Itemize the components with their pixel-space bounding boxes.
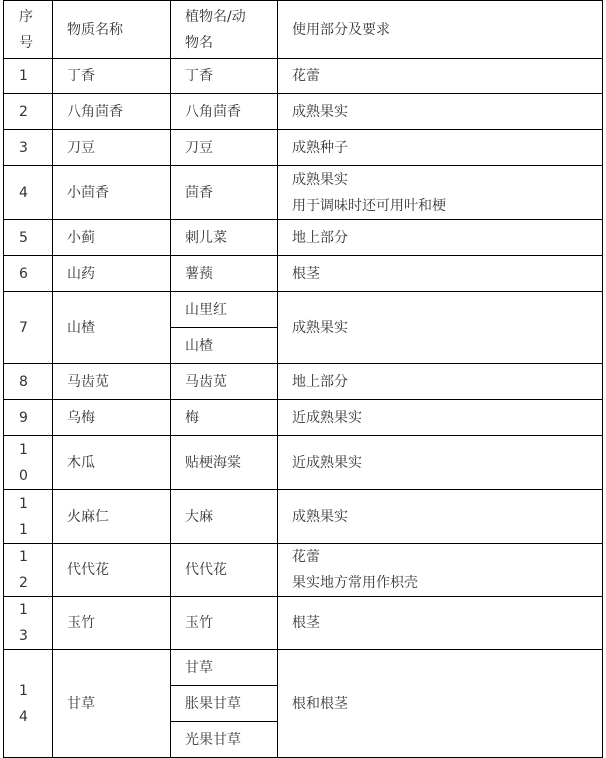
substance-name: 小蓟 (53, 220, 171, 256)
substance-name: 小茴香 (53, 166, 171, 220)
part-requirement: 成熟果实 (278, 94, 603, 130)
source-name: 大麻 (171, 490, 278, 544)
substance-name: 刀豆 (53, 130, 171, 166)
source-name: 山里红 (171, 292, 278, 328)
table-row (4, 436, 603, 490)
substance-name: 代代花 (53, 544, 171, 597)
substance-name: 甘草 (53, 650, 171, 758)
source-name: 刺儿菜 (171, 220, 278, 256)
part-requirement: 成熟种子 (278, 130, 603, 166)
substance-name: 山药 (53, 256, 171, 292)
part-requirement: 花蕾 (278, 59, 603, 94)
table-row (4, 292, 603, 328)
row-number: 6 (4, 256, 53, 292)
part-requirement: 成熟果实 用于调味时还可用叶和梗 (278, 166, 603, 220)
source-name: 甘草 (171, 650, 278, 686)
source-name: 薯蓣 (171, 256, 278, 292)
table-row (4, 400, 603, 436)
header-source: 植物名/动 物名 (171, 1, 278, 59)
table-row (4, 650, 603, 686)
source-name: 丁香 (171, 59, 278, 94)
part-requirement: 近成熟果实 (278, 400, 603, 436)
part-requirement: 近成熟果实 (278, 436, 603, 490)
part-requirement: 成熟果实 (278, 292, 603, 364)
table-row (4, 130, 603, 166)
row-number: 1 (4, 59, 53, 94)
table-row (4, 544, 603, 597)
source-name: 胀果甘草 (171, 686, 278, 722)
substance-name: 丁香 (53, 59, 171, 94)
substance-name: 乌梅 (53, 400, 171, 436)
substance-table (3, 0, 603, 758)
source-name: 八角茴香 (171, 94, 278, 130)
source-name: 刀豆 (171, 130, 278, 166)
part-requirement: 花蕾 果实地方常用作枳壳 (278, 544, 603, 597)
row-number: 2 (4, 94, 53, 130)
row-number: 4 (4, 166, 53, 220)
row-number: 1 2 (4, 544, 53, 597)
source-name: 玉竹 (171, 597, 278, 650)
part-requirement: 地上部分 (278, 364, 603, 400)
row-number: 8 (4, 364, 53, 400)
row-number: 7 (4, 292, 53, 364)
part-requirement: 根和根茎 (278, 650, 603, 758)
table-row (4, 490, 603, 544)
row-number: 1 3 (4, 597, 53, 650)
row-number: 5 (4, 220, 53, 256)
table-row (4, 256, 603, 292)
source-name: 山楂 (171, 328, 278, 364)
row-number: 3 (4, 130, 53, 166)
source-name: 茴香 (171, 166, 278, 220)
substance-name: 马齿苋 (53, 364, 171, 400)
source-name: 贴梗海棠 (171, 436, 278, 490)
header-row (4, 1, 603, 59)
substance-name: 火麻仁 (53, 490, 171, 544)
substance-name: 八角茴香 (53, 94, 171, 130)
substance-name: 玉竹 (53, 597, 171, 650)
row-number: 1 1 (4, 490, 53, 544)
part-requirement: 根茎 (278, 597, 603, 650)
source-name: 梅 (171, 400, 278, 436)
table-row (4, 220, 603, 256)
row-number: 1 4 (4, 650, 53, 758)
header-no: 序 号 (4, 1, 53, 59)
part-requirement: 成熟果实 (278, 490, 603, 544)
row-number: 1 0 (4, 436, 53, 490)
header-part: 使用部分及要求 (278, 1, 603, 59)
source-name: 马齿苋 (171, 364, 278, 400)
substance-name: 山楂 (53, 292, 171, 364)
header-name: 物质名称 (53, 1, 171, 59)
table-row (4, 597, 603, 650)
part-requirement: 根茎 (278, 256, 603, 292)
part-requirement: 地上部分 (278, 220, 603, 256)
substance-name: 木瓜 (53, 436, 171, 490)
source-name: 代代花 (171, 544, 278, 597)
table-row (4, 59, 603, 94)
row-number: 9 (4, 400, 53, 436)
source-name: 光果甘草 (171, 722, 278, 758)
table-row (4, 94, 603, 130)
table-row (4, 364, 603, 400)
table-row (4, 166, 603, 220)
